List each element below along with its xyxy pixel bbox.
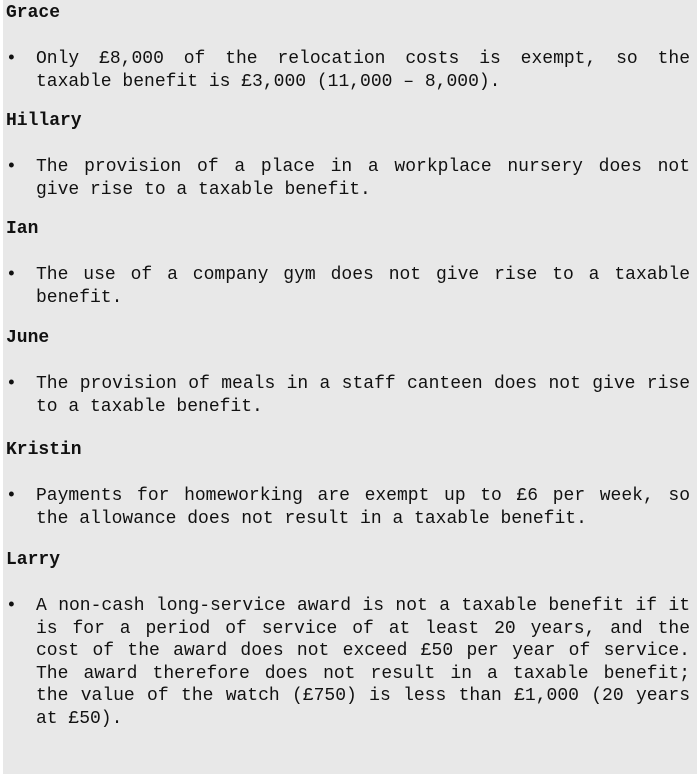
bullet-text: A non-cash long-service award is not a taxable benefit if it is for a period of service of at least 20 years, and the cost of the award does not exceed £50 per year of service. The award therefore does not result in a taxable benefit; the value of the watch (£750) is less than £1,000 (20 years at £50). [36,596,690,729]
entry-june [6,327,690,418]
document-body [3,0,697,730]
entry-grace [6,2,690,93]
entry-name: Kristin [6,440,82,460]
bullet-icon: • [6,265,17,285]
bullet-item [6,595,690,730]
bullet-text: Payments for homeworking are exempt up to £6 per week, so the allowance does not result in a taxable benefit. [36,486,690,529]
bullet-item [6,264,690,309]
bullet-icon: • [6,596,17,616]
bullet-item [6,485,690,530]
bullet-text: The provision of a place in a workplace nursery does not give rise to a taxable benefit. [36,157,690,200]
bullet-item [6,48,690,93]
bullet-text: The provision of meals in a staff canteen does not give rise to a taxable benefit. [36,374,690,417]
entry-hillary [6,110,690,201]
entry-name: Ian [6,219,39,239]
bullet-item [6,156,690,201]
entry-name: June [6,328,50,348]
bullet-icon: • [6,374,17,394]
entry-larry [6,549,690,730]
bullet-text: The use of a company gym does not give rise to a taxable benefit. [36,265,690,308]
entry-name: Hillary [6,111,82,131]
entry-name: Larry [6,550,61,570]
bullet-item [6,373,690,418]
entry-kristin [6,439,690,530]
answer-panel [3,0,697,774]
bullet-icon: • [6,486,17,506]
bullet-icon: • [6,157,17,177]
entry-name: Grace [6,3,61,23]
bullet-text: Only £8,000 of the relocation costs is exempt, so the taxable benefit is £3,000 (11,000 – 8,000). [36,49,690,92]
bullet-icon: • [6,49,17,69]
entry-ian [6,218,690,309]
